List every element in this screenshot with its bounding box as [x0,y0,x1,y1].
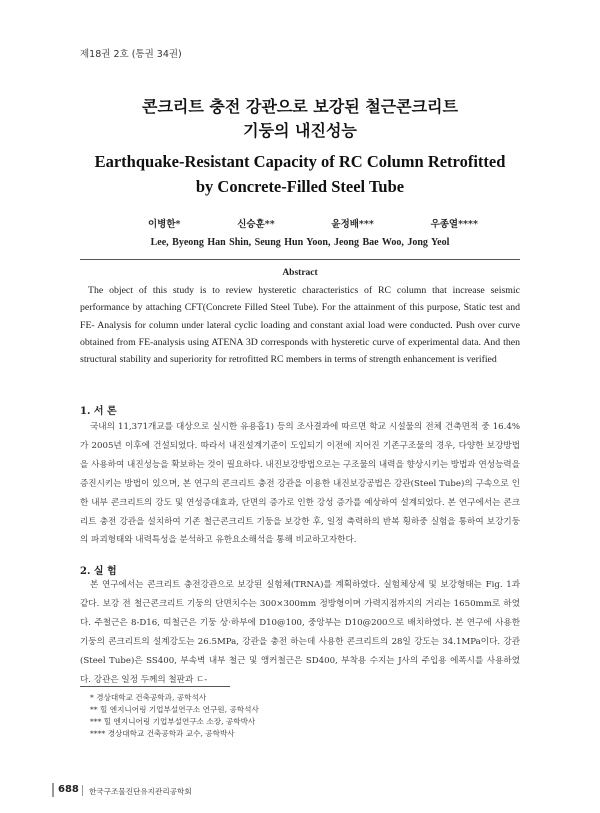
author-ko-4: 우종열**** [430,219,478,230]
abstract-body [80,282,520,368]
english-title-line1: Earthquake-Resistant Capacity of RC Column Retrofitted [94,152,506,171]
section-text-intro: 국내의 11,371개교를 대상으로 실시한 유용흡1) 등의 조사결과에 따르면 학교 시설물의 전체 건축면적 중 16.4%가 2005년 이후에 건설되었다. 따라서 내진설계기준이 도입되기 이전에 지어진 기존구조물의 경우, 다양한 보강방법을 사용하여 내진성능을 확보하는 것이 필요하다. 내진보강방법으로는 구조물의 내력을 향상시키는 방법과 연성능력을 증진시키는 방법이 있으며, 본 연구의 콘크리트 충전 강관을 이용한 내진보강공법은 강관(Steel Tube)의 구속으로 인한 내부 콘크리트의 강도 및 연성증대효과, 단면의 증가로 인한 강성 증가를 예상하여 설계되었다. 본 연구에서는 콘크리트 충전 강관을 설치하여 기존 철근콘크리트 기둥을 보강한 후, 일정 축력하의 반복 횡하중 실험을 통하여 보강기둥의 파괴형태와 내력특성을 분석하고 유한요소해석을 통해 비교하고자한다. [80,422,520,546]
author-ko-2: 신승훈** [237,219,275,230]
page-number: 688 [58,784,79,795]
author-ko-1: 이병한* [148,219,181,230]
footer-separator [82,785,83,796]
divider-rule [80,259,520,260]
section-body-intro [80,418,520,550]
journal-name: 한국구조물진단유지관리공학회 [89,787,192,796]
footnotes [90,692,259,740]
authors-english: Lee, Byeong Han Shin, Seung Hun Yoon, Jeong Bae Woo, Jong Yeol [150,237,450,248]
section-heading-intro: 1. 서 론 [80,406,117,417]
footnote-2: ** 힐 엔지니어링 기업부설연구소 연구원, 공학석사 [90,705,259,714]
footnote-3: *** 힐 엔지니어링 기업부설연구소 소장, 공학박사 [90,717,256,726]
section-heading-experiment: 2. 실 험 [80,566,117,577]
english-title-line2: by Concrete-Filled Steel Tube [195,177,405,196]
abstract-text: The object of this study is to review hysteretic characteristics of RC column that increase seismic performance by attaching CFT(Concrete Filled Steel Tube). For the attainment of this purpose, Static test and FE- Analysis for column under lateral cyclic loading and constant axial load were conducted. Push over curve obtained from FE-analysis using ATENA 3D corresponds with hysteretic curve of experimental data. And then structural stability and superiority for retrofitted RC members in terms of strength enhancement is verified [80,285,520,366]
footnote-4: **** 경상대학교 건축공학과 교수, 공학박사 [90,729,235,738]
section-text-experiment: 본 연구에서는 콘크리트 충전강관으로 보강된 실험체(TRNA)를 계획하였다. 실험체상세 및 보강형태는 Fig. 1과 같다. 보강 전 철근콘크리트 기둥의 단면치수는 300×300mm 정방형이며 가력지점까지의 거리는 1650mm로 하였다. 주철근은 8-D16, 띠철근은 기둥 상·하부에 D10@100, 중앙부는 D10@200으로 배치하였다. 본 연구에 사용한 기둥의 콘크리트의 설계강도는 26.5MPa, 강관을 충전 하는데 사용한 콘크리트의 28일 강도는 34.1MPa이다. 강관(Steel Tube)은 SS400, 부속벽 내부 철근 및 앵커철근은 SD400, 부착용 수지는 J사의 주입용 에폭시를 사용하였다. 강관은 일정 두께의 철판과 ㄷ- [80,580,520,685]
footnote-rule [80,686,230,687]
korean-title-line2: 기둥의 내진성능 [243,121,357,140]
korean-title-line1: 콘크리트 충전 강관으로 보강된 철근콘크리트 [142,97,458,116]
section-body-experiment [80,576,520,689]
issue-header: 제18권 2호 (통권 34권) [80,49,182,60]
authors-korean [148,216,478,230]
abstract-heading: Abstract [282,268,318,278]
footnote-1: * 경상대학교 건축공학과, 공학석사 [90,693,207,702]
author-ko-3: 윤정배*** [331,219,374,230]
page-marker-bar [52,783,54,797]
